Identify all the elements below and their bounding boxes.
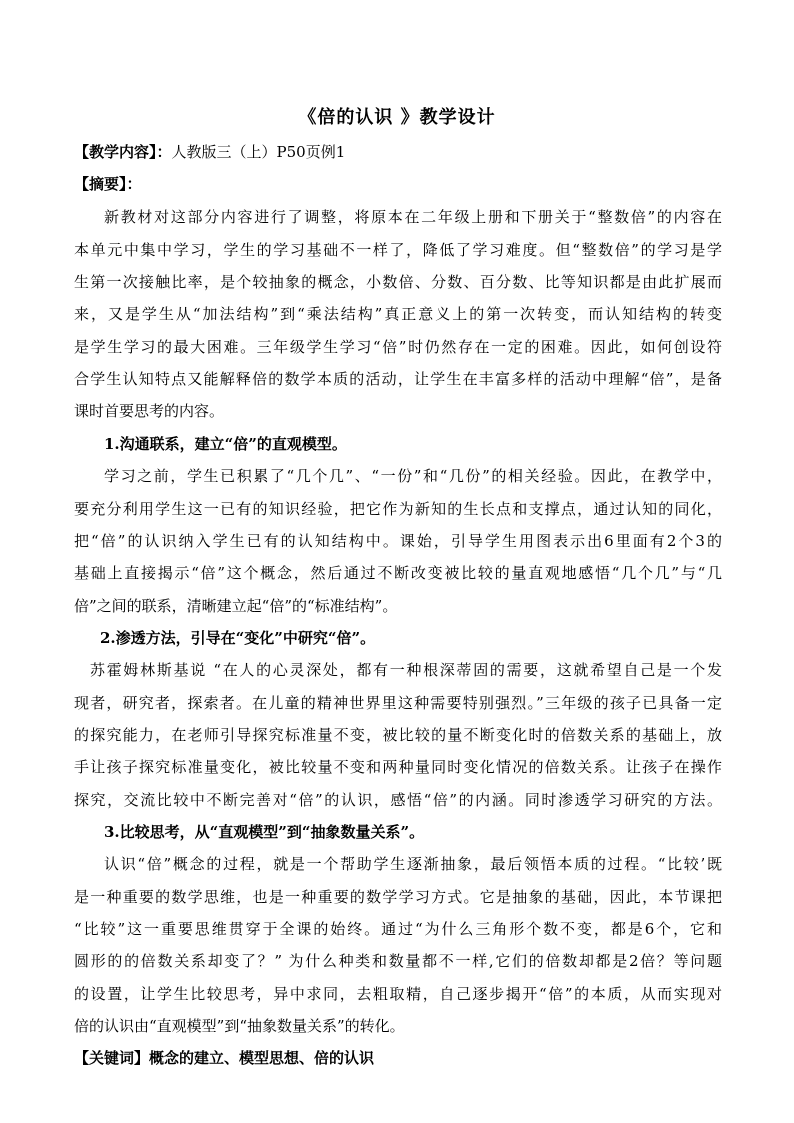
- para2-line: 学习之前，学生已积累了“几个几”、“一份”和“几份”的相关经验。因此，在教学中，: [104, 467, 722, 485]
- abstract-label: 【摘要】：: [74, 175, 142, 193]
- para4-line: 圆形的的倍数关系却变了？” 为什么种类和数量都不一样,它们的倍数却都是2倍？等问题: [74, 952, 722, 970]
- keywords-line: [74, 1051, 722, 1066]
- para1-line: 合学生认知特点又能解释倍的数学本质的活动，让学生在丰富多样的活动中理解“倍”，是备: [74, 370, 722, 388]
- para2-line: 把“倍”的认识纳入学生已有的认知结构中。课始，引导学生用图表示出6里面有2个3的: [74, 532, 722, 550]
- section-heading-3: 3.比较思考，从“直观模型”到“抽象数量关系”。: [104, 823, 425, 841]
- para1-line: 本单元中集中学习，学生的学习基础不一样了，降低了学习难度。但“整数倍”的学习是学: [74, 241, 722, 259]
- para4-line: 认识“倍”概念的过程，就是一个帮助学生逐渐抽象，最后领悟本质的过程。“比较’既: [104, 855, 722, 873]
- para3-line: 手让孩子探究标准量变化，被比较量不变和两种量同时变化情况的倍数关系。让孩子在操作: [74, 758, 722, 776]
- keywords-value: 概念的建立、模型思想、倍的认识: [149, 1049, 375, 1067]
- content-line: [74, 145, 722, 160]
- para1-line: 来，又是学生从“加法结构”到“乘法结构”真正意义上的第一次转变，而认知结构的转变: [74, 305, 722, 323]
- para3-line: 的探究能力，在老师引导探究标准量不变，被比较的量不断变化时的倍数关系的基础上，放: [74, 726, 722, 744]
- para2-line: 倍”之间的联系，清晰建立起“倍”的“标准结构”。: [74, 597, 398, 615]
- para1-line: 是学生学习的最大困难。三年级学生学习“倍”时仍然存在一定的困难。因此，如何创设符: [74, 338, 722, 356]
- section-heading-2: 2.渗透方法，引导在“变化”中研究“倍”。: [100, 629, 376, 647]
- para4-line: 的设置，让学生比较思考，异中求同，去粗取精，自己逐步揭开“倍”的本质，从而实现对: [74, 985, 722, 1003]
- para1-line: 课时首要思考的内容。: [74, 402, 225, 420]
- para4-line: 倍的认识由“直观模型”到“抽象数量关系”的转化。: [74, 1017, 405, 1035]
- document-title: 《倍的认识 》教学设计: [298, 107, 496, 128]
- keywords-label: 【关键词】: [74, 1049, 150, 1067]
- para4-line: 是一种重要的数学思维，也是一种重要的数学学习方式。它是抽象的基础，因此，本节课把: [74, 888, 722, 906]
- para4-line: “比较”这一重要思维贯穿于全课的始终。通过“为什么三角形个数不变，都是6个，它和: [74, 920, 722, 938]
- para3-line: 探究，交流比较中不断完善对“倍”的认识，感悟“倍”的内涵。同时渗透学习研究的方法。: [74, 791, 722, 809]
- para1-line: 生第一次接触比率，是个较抽象的概念，小数倍、分数、百分数、比等知识都是由此扩展而: [74, 273, 722, 291]
- para1-line: 新教材对这部分内容进行了调整，将原本在二年级上册和下册关于“整数倍”的内容在: [104, 208, 722, 226]
- para2-line: 要充分利用学生这一已有的知识经验，把它作为新知的生长点和支撑点，通过认知的同化，: [74, 500, 722, 518]
- para3-line: 苏霍姆林斯基说 “在人的心灵深处，都有一种根深蒂固的需要，这就希望自己是一个发: [90, 661, 722, 679]
- para3-line: 现者，研究者，探索者。在儿童的精神世界里这种需要特别强烈。”三年级的孩子已具备一定: [74, 694, 722, 712]
- para2-line: 基础上直接揭示“倍”这个概念，然后通过不断改变被比较的量直观地感悟“几个几”与“几: [74, 564, 722, 582]
- content-value: 人教版三（上）P50页例1: [171, 143, 346, 161]
- section-heading-1: 1.沟通联系，建立“倍”的直观模型。: [104, 435, 347, 453]
- content-label: 【教学内容】：: [74, 143, 172, 161]
